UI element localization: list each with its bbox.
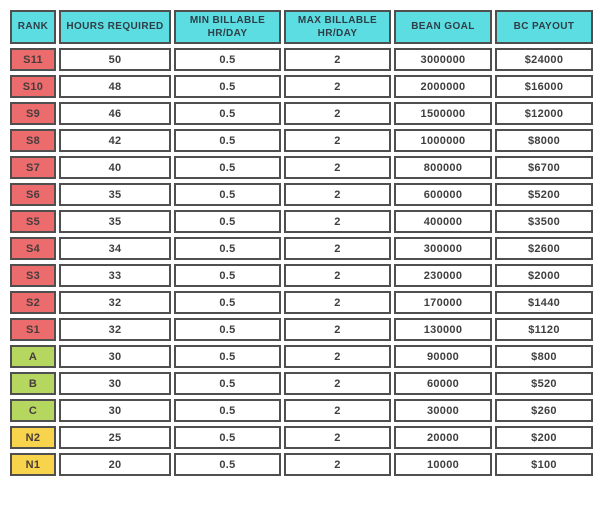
table-row — [10, 291, 593, 314]
bc-payout-cell: $100 — [495, 453, 593, 476]
bc-payout-cell: $8000 — [495, 129, 593, 152]
rank-cell: S4 — [10, 237, 56, 260]
min-billable-cell: 0.5 — [174, 210, 281, 233]
max-billable-cell: 2 — [284, 156, 391, 179]
rank-cell: C — [10, 399, 56, 422]
rank-payout-table — [7, 6, 596, 480]
bc-payout-cell: $16000 — [495, 75, 593, 98]
rank-cell: S10 — [10, 75, 56, 98]
rank-cell: S6 — [10, 183, 56, 206]
max-billable-cell: 2 — [284, 291, 391, 314]
rank-cell: S1 — [10, 318, 56, 341]
max-billable-cell: 2 — [284, 237, 391, 260]
column-header-bean_goal: BEAN GOAL — [394, 10, 492, 44]
min-billable-cell: 0.5 — [174, 48, 281, 71]
max-billable-cell: 2 — [284, 372, 391, 395]
hours-cell: 30 — [59, 345, 171, 368]
column-header-bc_payout: BC PAYOUT — [495, 10, 593, 44]
table-row — [10, 426, 593, 449]
bc-payout-cell: $12000 — [495, 102, 593, 125]
max-billable-cell: 2 — [284, 318, 391, 341]
hours-cell: 34 — [59, 237, 171, 260]
rank-cell: N1 — [10, 453, 56, 476]
max-billable-cell: 2 — [284, 426, 391, 449]
table-row — [10, 318, 593, 341]
bean-goal-cell: 170000 — [394, 291, 492, 314]
bc-payout-cell: $5200 — [495, 183, 593, 206]
max-billable-cell: 2 — [284, 264, 391, 287]
table-row — [10, 210, 593, 233]
bean-goal-cell: 600000 — [394, 183, 492, 206]
bean-goal-cell: 60000 — [394, 372, 492, 395]
table-row — [10, 453, 593, 476]
min-billable-cell: 0.5 — [174, 102, 281, 125]
table-body — [10, 48, 593, 476]
table-row — [10, 237, 593, 260]
table-row — [10, 399, 593, 422]
bean-goal-cell: 3000000 — [394, 48, 492, 71]
min-billable-cell: 0.5 — [174, 237, 281, 260]
bc-payout-cell: $800 — [495, 345, 593, 368]
rank-cell: S11 — [10, 48, 56, 71]
column-header-rank: RANK — [10, 10, 56, 44]
bc-payout-cell: $3500 — [495, 210, 593, 233]
column-header-hours: HOURS REQUIRED — [59, 10, 171, 44]
bean-goal-cell: 400000 — [394, 210, 492, 233]
table-row — [10, 102, 593, 125]
hours-cell: 35 — [59, 210, 171, 233]
table-row — [10, 372, 593, 395]
hours-cell: 20 — [59, 453, 171, 476]
hours-cell: 46 — [59, 102, 171, 125]
max-billable-cell: 2 — [284, 48, 391, 71]
header-row — [10, 10, 593, 44]
bean-goal-cell: 10000 — [394, 453, 492, 476]
bc-payout-cell: $520 — [495, 372, 593, 395]
min-billable-cell: 0.5 — [174, 264, 281, 287]
bc-payout-cell: $1120 — [495, 318, 593, 341]
bean-goal-cell: 230000 — [394, 264, 492, 287]
rank-cell: S9 — [10, 102, 56, 125]
table-row — [10, 264, 593, 287]
max-billable-cell: 2 — [284, 102, 391, 125]
hours-cell: 42 — [59, 129, 171, 152]
min-billable-cell: 0.5 — [174, 399, 281, 422]
bean-goal-cell: 90000 — [394, 345, 492, 368]
bean-goal-cell: 130000 — [394, 318, 492, 341]
bean-goal-cell: 300000 — [394, 237, 492, 260]
bc-payout-cell: $1440 — [495, 291, 593, 314]
table-header — [10, 10, 593, 44]
bc-payout-cell: $200 — [495, 426, 593, 449]
hours-cell: 35 — [59, 183, 171, 206]
max-billable-cell: 2 — [284, 129, 391, 152]
max-billable-cell: 2 — [284, 453, 391, 476]
rank-cell: B — [10, 372, 56, 395]
column-header-min_billable: MIN BILLABLE HR/DAY — [174, 10, 281, 44]
max-billable-cell: 2 — [284, 183, 391, 206]
min-billable-cell: 0.5 — [174, 291, 281, 314]
bean-goal-cell: 1500000 — [394, 102, 492, 125]
rank-cell: N2 — [10, 426, 56, 449]
hours-cell: 25 — [59, 426, 171, 449]
table-row — [10, 345, 593, 368]
rank-cell: S8 — [10, 129, 56, 152]
bc-payout-cell: $260 — [495, 399, 593, 422]
table-row — [10, 156, 593, 179]
bean-goal-cell: 800000 — [394, 156, 492, 179]
max-billable-cell: 2 — [284, 399, 391, 422]
bc-payout-cell: $2600 — [495, 237, 593, 260]
hours-cell: 32 — [59, 291, 171, 314]
table-row — [10, 183, 593, 206]
min-billable-cell: 0.5 — [174, 453, 281, 476]
bean-goal-cell: 1000000 — [394, 129, 492, 152]
rank-cell: S3 — [10, 264, 56, 287]
min-billable-cell: 0.5 — [174, 183, 281, 206]
bean-goal-cell: 2000000 — [394, 75, 492, 98]
column-header-max_billable: MAX BILLABLE HR/DAY — [284, 10, 391, 44]
bean-goal-cell: 20000 — [394, 426, 492, 449]
rank-cell: S2 — [10, 291, 56, 314]
min-billable-cell: 0.5 — [174, 426, 281, 449]
min-billable-cell: 0.5 — [174, 372, 281, 395]
hours-cell: 33 — [59, 264, 171, 287]
hours-cell: 50 — [59, 48, 171, 71]
max-billable-cell: 2 — [284, 210, 391, 233]
bc-payout-cell: $6700 — [495, 156, 593, 179]
hours-cell: 32 — [59, 318, 171, 341]
hours-cell: 30 — [59, 399, 171, 422]
table-row — [10, 75, 593, 98]
hours-cell: 48 — [59, 75, 171, 98]
bc-payout-cell: $24000 — [495, 48, 593, 71]
min-billable-cell: 0.5 — [174, 129, 281, 152]
table-row — [10, 48, 593, 71]
hours-cell: 40 — [59, 156, 171, 179]
bean-goal-cell: 30000 — [394, 399, 492, 422]
max-billable-cell: 2 — [284, 345, 391, 368]
rank-cell: S7 — [10, 156, 56, 179]
rank-cell: A — [10, 345, 56, 368]
hours-cell: 30 — [59, 372, 171, 395]
min-billable-cell: 0.5 — [174, 318, 281, 341]
table-row — [10, 129, 593, 152]
min-billable-cell: 0.5 — [174, 345, 281, 368]
bc-payout-cell: $2000 — [495, 264, 593, 287]
rank-cell: S5 — [10, 210, 56, 233]
max-billable-cell: 2 — [284, 75, 391, 98]
min-billable-cell: 0.5 — [174, 156, 281, 179]
min-billable-cell: 0.5 — [174, 75, 281, 98]
